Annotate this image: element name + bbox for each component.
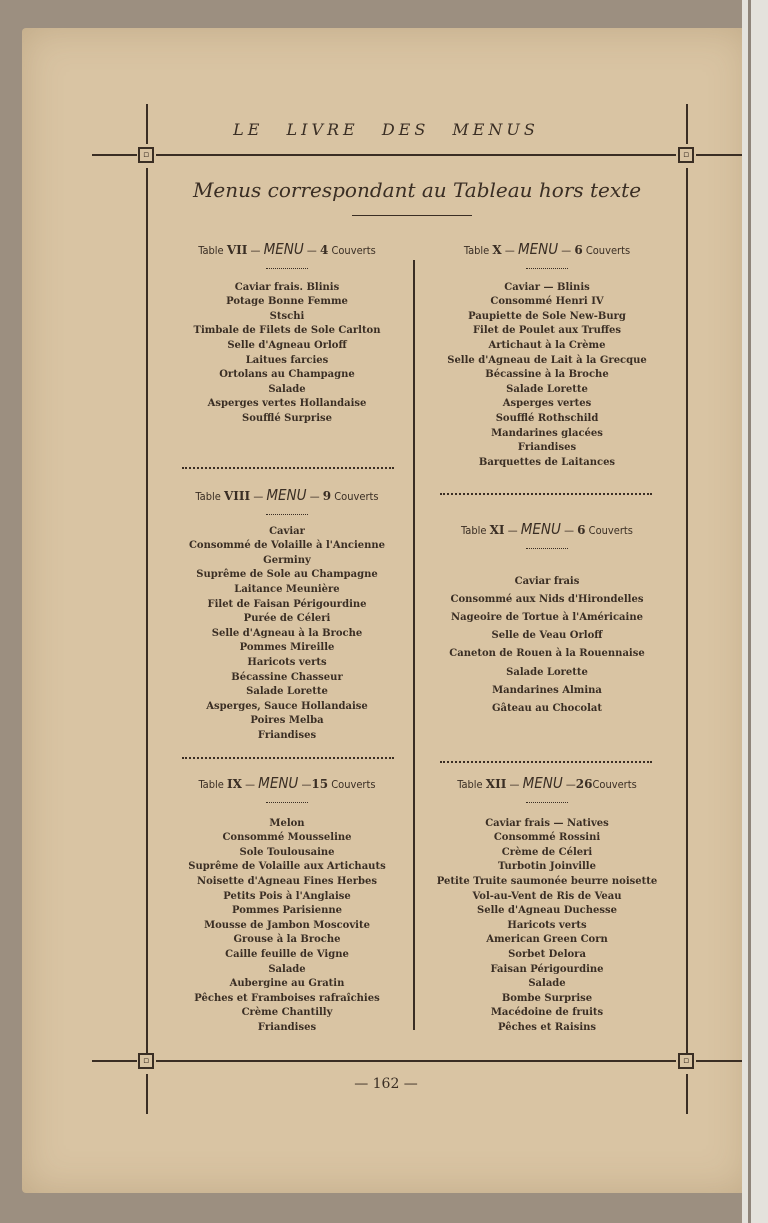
menu-item: Paupiette de Sole New-Burg: [468, 310, 626, 322]
menu-item: Consommé Henri IV: [490, 296, 604, 308]
menu-table-viii: [172, 488, 402, 744]
bottom-rule: [156, 1060, 676, 1062]
page-gutter: [748, 0, 751, 1223]
menu-item: Haricots verts: [507, 919, 587, 931]
menu-item: Artichaut à la Crème: [488, 339, 606, 351]
ornament-bottom-left: ▫: [138, 1053, 154, 1069]
menu-item: Selle d'Agneau Duchesse: [477, 905, 617, 917]
frame-left: [146, 168, 148, 1058]
menu-item: Melon: [269, 817, 305, 829]
divider-squiggle: [266, 265, 308, 269]
menu-item: Soufflé Surprise: [242, 412, 332, 424]
menu-item: Selle d'Agneau Orloff: [227, 339, 347, 351]
menu-item: Faisan Périgourdine: [490, 963, 604, 975]
menu-heading: Table IX — MENU —15 Couverts: [198, 774, 376, 792]
menu-table-ix: [172, 776, 402, 1036]
divider-squiggle: [526, 265, 568, 269]
menu-heading: Table X — MENU — 6 Couverts: [463, 240, 631, 258]
top-rule: [156, 154, 676, 156]
menu-item: Ortolans au Champagne: [219, 369, 355, 381]
menu-item: Caille feuille de Vigne: [225, 948, 349, 960]
menu-item: Turbotin Joinville: [498, 861, 596, 873]
menu-item: Salade: [268, 963, 306, 975]
menu-item: Salade Lorette: [506, 383, 588, 395]
menu-item: Asperges vertes Hollandaise: [207, 398, 367, 410]
page-title: Menus correspondant au Tableau hors texte: [192, 178, 642, 202]
menu-item: Salade: [528, 978, 566, 990]
menu-item: Salade Lorette: [506, 666, 588, 678]
menu-item: Consommé de Volaille à l'Ancienne: [188, 540, 386, 552]
menu-item: Germiny: [263, 554, 311, 566]
menu-item: Salade: [268, 383, 306, 395]
menu-heading: Table VII — MENU — 4 Couverts: [198, 240, 376, 258]
menu-item: Timbale de Filets de Sole Carlton: [193, 325, 381, 337]
menu-item: Caviar frais: [514, 575, 580, 587]
section-divider: [182, 754, 394, 759]
menu-table-x: [434, 242, 660, 470]
menu-item: Selle d'Agneau de Lait à la Grecque: [447, 354, 647, 366]
menu-item: Sole Toulousaine: [239, 846, 335, 858]
menu-heading: Table XII — MENU —26Couverts: [457, 774, 637, 792]
menu-table-xi: [434, 522, 660, 718]
divider-squiggle: [526, 545, 568, 549]
menu-item: Pêches et Framboises rafraîchies: [194, 992, 380, 1004]
menu-item: Gâteau au Chocolat: [491, 703, 603, 715]
menu-item: Pommes Mireille: [239, 642, 335, 654]
top-rule-right: [696, 154, 744, 156]
menu-item: Friandises: [257, 729, 317, 741]
frame-right: [686, 168, 688, 1058]
menu-item: Crème Chantilly: [241, 1007, 333, 1019]
menu-item: Caviar frais — Natives: [485, 817, 609, 829]
menu-item: Laitues farcies: [245, 354, 329, 366]
menu-item: Salade Lorette: [246, 686, 328, 698]
section-divider: [440, 758, 652, 763]
menu-item: Laitance Meunière: [234, 583, 340, 595]
bottom-rule-right: [696, 1060, 744, 1062]
page-number: — 162 —: [354, 1076, 418, 1092]
menu-item: Noisette d'Agneau Fines Herbes: [196, 875, 378, 887]
section-divider: [440, 490, 652, 495]
menu-item: Pêches et Raisins: [497, 1021, 597, 1033]
menu-item: Bécassine à la Broche: [485, 369, 609, 381]
menu-item: Stschi: [269, 310, 305, 322]
menu-item: Mandarines Almina: [492, 684, 602, 696]
menu-item: Filet de Faisan Périgourdine: [207, 598, 367, 610]
menu-item: Bécassine Chasseur: [231, 671, 343, 683]
menu-item: Macédoine de fruits: [490, 1007, 604, 1019]
menu-item: Haricots verts: [247, 656, 327, 668]
divider-squiggle: [526, 799, 568, 803]
menu-table-xii: [434, 776, 660, 1036]
menu-item: Potage Bonne Femme: [226, 296, 348, 308]
menu-item: Consommé aux Nids d'Hirondelles: [450, 593, 644, 605]
menu-table-vii: [172, 242, 402, 427]
menu-item: Barquettes de Laitances: [478, 456, 616, 468]
menu-item: Vol-au-Vent de Ris de Veau: [472, 890, 622, 902]
running-header: LE LIVRE DES MENUS: [233, 120, 539, 139]
menu-item: Selle de Veau Orloff: [491, 630, 603, 642]
divider-squiggle: [266, 511, 308, 515]
menu-item: Purée de Céleri: [243, 613, 331, 625]
menu-item: Bombe Surprise: [501, 992, 593, 1004]
ornament-top-left: ▫: [138, 147, 154, 163]
menu-item: Mousse de Jambon Moscovite: [204, 919, 370, 931]
menu-item: Caneton de Rouen à la Rouennaise: [449, 648, 645, 660]
menu-item: Asperges, Sauce Hollandaise: [206, 700, 368, 712]
menu-item: Poires Melba: [250, 715, 324, 727]
menu-item: Caviar — Blinis: [504, 281, 590, 293]
menu-item: Crème de Céleri: [501, 846, 593, 858]
book-page: [22, 28, 750, 1193]
menu-item: Caviar: [269, 525, 305, 537]
menu-item: Consommé Mousseline: [222, 832, 352, 844]
menu-item: Aubergine au Gratin: [229, 978, 345, 990]
menu-heading: Table XI — MENU — 6 Couverts: [461, 520, 633, 538]
menu-item: Selle d'Agneau à la Broche: [211, 627, 363, 639]
next-page-edge: [742, 0, 768, 1223]
menu-item: Nageoire de Tortue à l'Américaine: [451, 612, 643, 623]
menu-item: Soufflé Rothschild: [495, 412, 599, 424]
menu-item: Friandises: [257, 1021, 317, 1033]
menu-item: Sorbet Delora: [508, 948, 586, 960]
menu-item: Mandarines glacées: [491, 427, 603, 439]
divider-squiggle: [266, 799, 308, 803]
menu-item: Grouse à la Broche: [233, 934, 341, 946]
menu-heading: Table VIII — MENU — 9 Couverts: [195, 486, 379, 504]
section-divider: [182, 464, 394, 469]
menu-item: Asperges vertes: [502, 398, 592, 410]
menu-item: Pommes Parisienne: [231, 905, 343, 917]
bottom-rule-left: [92, 1060, 137, 1062]
menu-item: Consommé Rossini: [493, 832, 601, 844]
menu-item: Suprême de Volaille aux Artichauts: [188, 861, 386, 873]
top-rule-left: [92, 154, 137, 156]
menu-item: American Green Corn: [486, 934, 608, 946]
menu-item: Filet de Poulet aux Truffes: [472, 325, 622, 337]
ornament-top-right: ▫: [678, 147, 694, 163]
title-underline: [352, 215, 472, 216]
menu-item: Petite Truite saumonée beurre noisette: [436, 875, 658, 887]
column-divider: [413, 260, 415, 1030]
ornament-bottom-right: ▫: [678, 1053, 694, 1069]
menu-item: Suprême de Sole au Champagne: [196, 569, 378, 581]
menu-item: Petits Pois à l'Anglaise: [223, 890, 351, 902]
menu-item: Friandises: [517, 442, 577, 454]
menu-item: Caviar frais. Blinis: [234, 281, 340, 293]
